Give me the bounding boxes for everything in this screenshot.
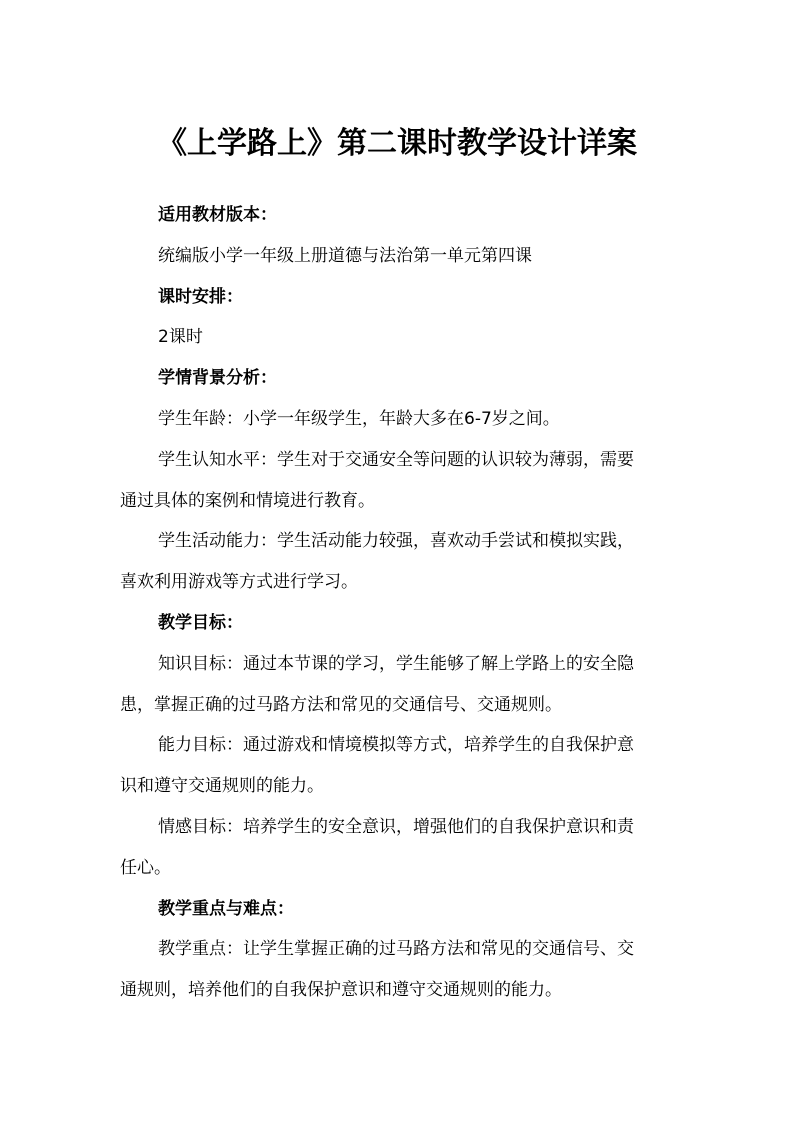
- activity-paragraph-line-1: 学生活动能力：学生活动能力较强，喜欢动手尝试和模拟实践，: [158, 531, 634, 552]
- knowledge-goal-line-2: 患，掌握正确的过马路方法和常见的交通信号、交通规则。: [120, 694, 562, 715]
- document-body: [120, 195, 680, 1011]
- cognition-paragraph-line-1: 学生认知水平：学生对于交通安全等问题的认识较为薄弱，需要: [158, 449, 634, 470]
- textbook-heading: 适用教材版本：: [158, 205, 277, 225]
- emotion-goal-line-1: 情感目标：培养学生的安全意识，增强他们的自我保护意识和责: [158, 816, 634, 837]
- student-age-paragraph: 学生年龄：小学一年级学生，年龄大多在6-7岁之间。: [158, 408, 560, 429]
- ability-goal-line-2: 识和遵守交通规则的能力。: [120, 776, 324, 797]
- emotion-goal-line-2: 任心。: [120, 857, 171, 878]
- goals-heading: 教学目标：: [158, 612, 243, 633]
- schedule-heading: 课时安排：: [158, 286, 243, 307]
- ability-goal-line-1: 能力目标：通过游戏和情境模拟等方式，培养学生的自我保护意: [158, 735, 634, 756]
- activity-paragraph-line-2: 喜欢利用游戏等方式进行学习。: [120, 572, 358, 593]
- textbook-value: 统编版小学一年级上册道德与法治第一单元第四课: [158, 245, 532, 266]
- knowledge-goal-line-1: 知识目标：通过本节课的学习，学生能够了解上学路上的安全隐: [158, 653, 634, 674]
- key-point-line-1: 教学重点：让学生掌握正确的过马路方法和常见的交通信号、交: [158, 939, 634, 960]
- schedule-value: 2课时: [158, 327, 203, 348]
- document-title: 《上学路上》第二课时教学设计详案: [157, 126, 637, 161]
- key-point-line-2: 通规则，培养他们的自我保护意识和遵守交通规则的能力。: [120, 980, 562, 1001]
- background-heading: 学情背景分析：: [158, 368, 277, 389]
- cognition-paragraph-line-2: 通过具体的案例和情境进行教育。: [120, 490, 375, 511]
- focus-heading: 教学重点与难点：: [158, 898, 294, 919]
